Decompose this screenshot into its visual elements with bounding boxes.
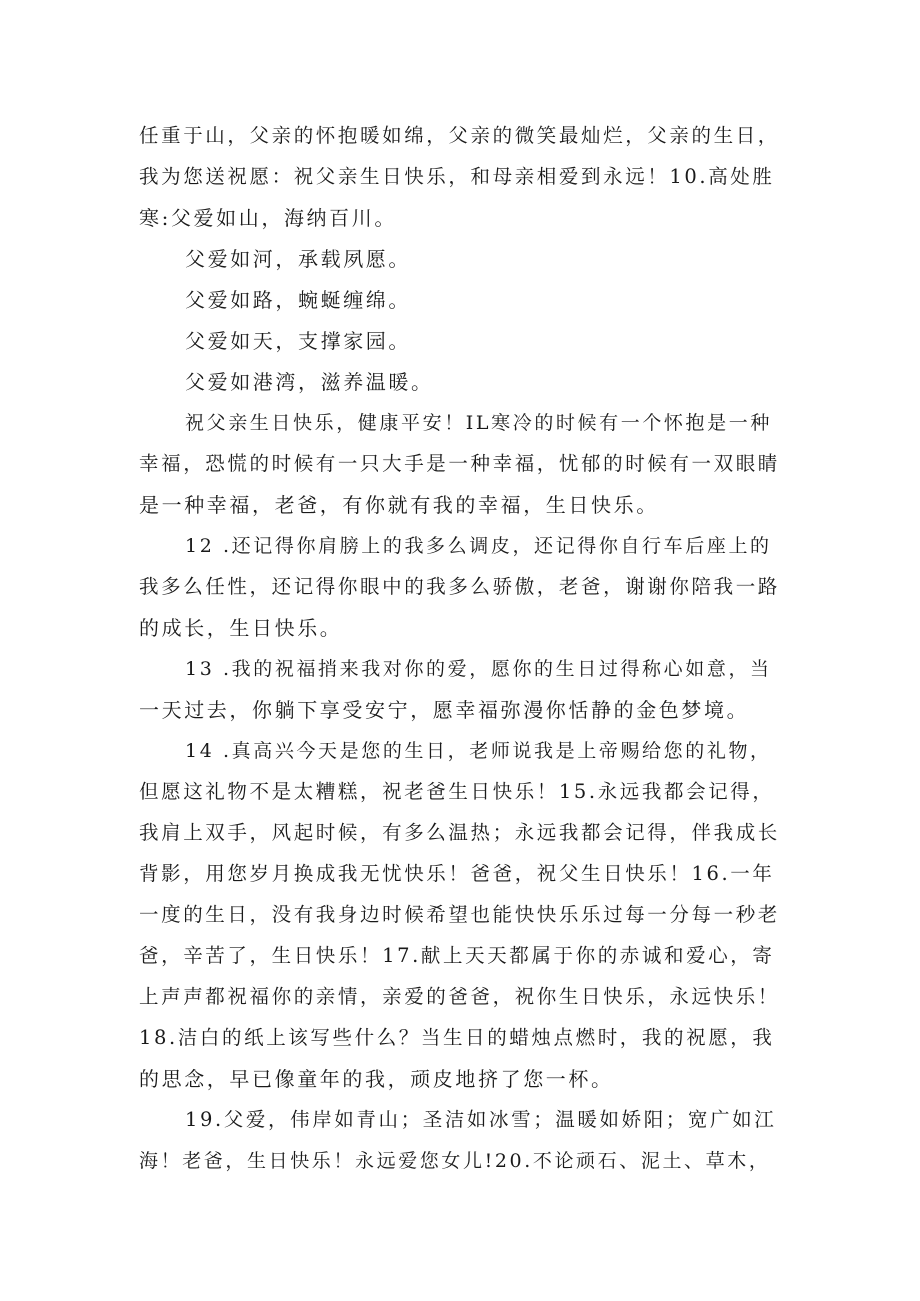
text-line: 12 .还记得你肩膀上的我多么调皮，还记得你自行车后座上的	[185, 535, 772, 557]
text-line: 父爱如港湾，滋养温暖。	[185, 370, 434, 394]
text-line: 13 .我的祝福捎来我对你的爱，愿你的生日过得称心如意，当	[185, 658, 772, 680]
text-line: 我为您送祝愿：祝父亲生日快乐，和母亲相爱到永远！10.高处胜	[139, 165, 775, 188]
text-line: 一度的生日，没有我身边时候希望也能快快乐乐过每一分每一秒老	[139, 903, 780, 926]
text-line: 父爱如路，蜿蜒缠绵。	[185, 288, 411, 312]
text-line: 任重于山，父亲的怀抱暖如绵，父亲的微笑最灿烂，父亲的生日，	[139, 124, 780, 147]
text-line: 祝父亲生日快乐，健康平安！IL寒冷的时候有一个怀抱是一种	[185, 412, 772, 434]
text-line: 是一种幸福，老爸，有你就有我的幸福，生日快乐。	[139, 493, 659, 517]
text-line: 的思念，早已像童年的我，顽皮地挤了您一杯。	[139, 1067, 614, 1091]
text-line: 父爱如河，承载夙愿。	[185, 247, 411, 271]
text-line: 海！老爸，生日快乐！永远爱您女儿!20.不论顽石、泥土、草木，	[139, 1150, 771, 1172]
text-line: 18.洁白的纸上该写些什么？当生日的蜡烛点燃时，我的祝愿，我	[139, 1026, 775, 1049]
text-line: 我肩上双手，风起时候，有多么温热；永远我都会记得，伴我成长	[139, 821, 780, 844]
text-line: 我多么任性，还记得你眼中的我多么骄傲，老爸，谢谢你陪我一路	[139, 575, 780, 598]
text-line: 一天过去，你躺下享受安宁，愿幸福弥漫你恬静的金色梦境。	[139, 698, 750, 722]
text-line: 寒:父爱如山，海纳百川。	[139, 206, 397, 230]
text-line: 的成长，生日快乐。	[139, 616, 343, 640]
text-line: 父爱如天，支撑家园。	[185, 329, 411, 353]
text-line: 14 .真高兴今天是您的生日，老师说我是上帝赐给您的礼物，	[185, 740, 772, 762]
text-line: 背影，用您岁月换成我无忧快乐！爸爸，祝父生日快乐！16.一年	[139, 862, 775, 885]
text-line: 19.父爱，伟岸如青山；圣洁如冰雪；温暖如娇阳；宽广如江	[185, 1108, 777, 1131]
text-line: 幸福，恐慌的时候有一只大手是一种幸福，忧郁的时候有一双眼睛	[139, 452, 780, 475]
text-line: 上声声都祝福你的亲情，亲爱的爸爸，祝你生日快乐，永远快乐！	[139, 985, 780, 1008]
text-line: 爸，辛苦了，生日快乐！17.献上天天都属于你的赤诚和爱心，寄	[139, 944, 775, 967]
text-line: 但愿这礼物不是太糟糕，祝老爸生日快乐！15.永远我都会记得，	[139, 780, 775, 803]
